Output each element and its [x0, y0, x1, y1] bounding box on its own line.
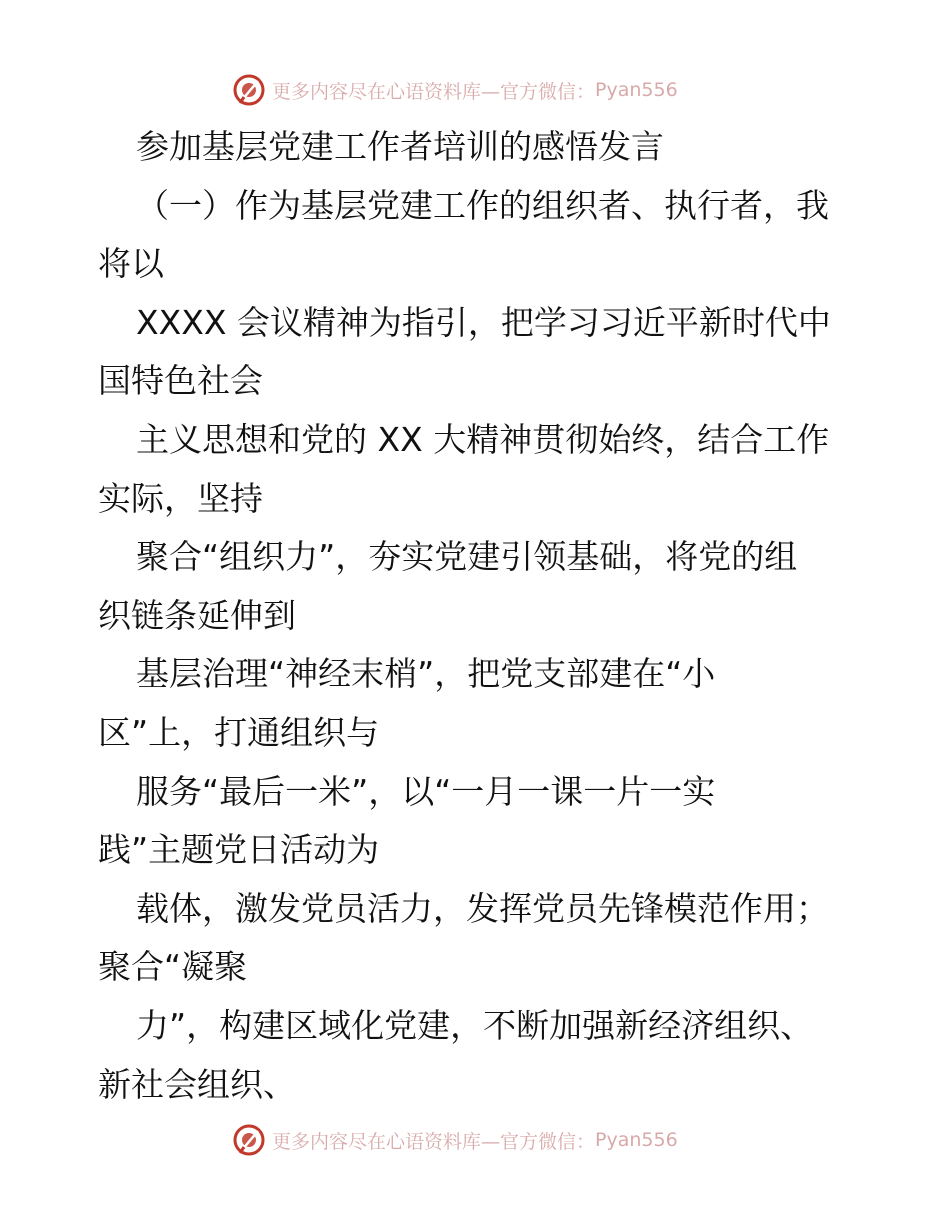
paragraph-line: 主义思想和党的 XX 大精神贯彻始终，结合工作 [136, 419, 830, 459]
header-watermark [232, 72, 712, 108]
watermark-text: 更多内容尽在心语资料库—官方微信： [272, 80, 596, 103]
watermark-text: 更多内容尽在心语资料库—官方微信： [272, 1130, 596, 1153]
paragraph-line: 实际，坚持 [98, 478, 263, 518]
document-body [98, 118, 858, 1114]
footer-watermark [232, 1122, 712, 1158]
document-title: 参加基层党建工作者培训的感悟发言 [136, 127, 664, 166]
paragraph-line: 聚合“凝聚 [98, 947, 248, 987]
pen-logo-icon [232, 73, 266, 107]
watermark-id: Pyan556 [595, 1129, 678, 1151]
paragraph-line: 织链条延伸到 [98, 595, 296, 635]
paragraph-line: 区”上，打通组织与 [98, 712, 380, 752]
paragraph-line: 基层治理“神经末梢”，把党支部建在“小 [136, 654, 716, 694]
paragraph-line: 国特色社会 [98, 361, 263, 401]
paragraph-line: 将以 [98, 244, 164, 284]
watermark-id: Pyan556 [595, 79, 678, 101]
paragraph-line: 聚合“组织力”，夯实党建引领基础，将党的组 [136, 537, 798, 577]
paragraph-line: 力”，构建区域化党建，不断加强新经济组织、 [136, 1005, 814, 1045]
pen-logo-icon [232, 1123, 266, 1157]
paragraph-line: 新社会组织、 [98, 1064, 296, 1104]
paragraph-line: 服务“最后一米”，以“一月一课一片一实 [136, 771, 716, 811]
paragraph-line: 践”主题党日活动为 [98, 830, 380, 870]
paragraph-line: XXXX 会议精神为指引，把学习习近平新时代中 [136, 302, 831, 342]
paragraph-line: 载体，激发党员活力，发挥党员先锋模范作用； [136, 888, 829, 928]
paragraph-line: （一）作为基层党建工作的组织者、执行者，我 [136, 185, 829, 225]
